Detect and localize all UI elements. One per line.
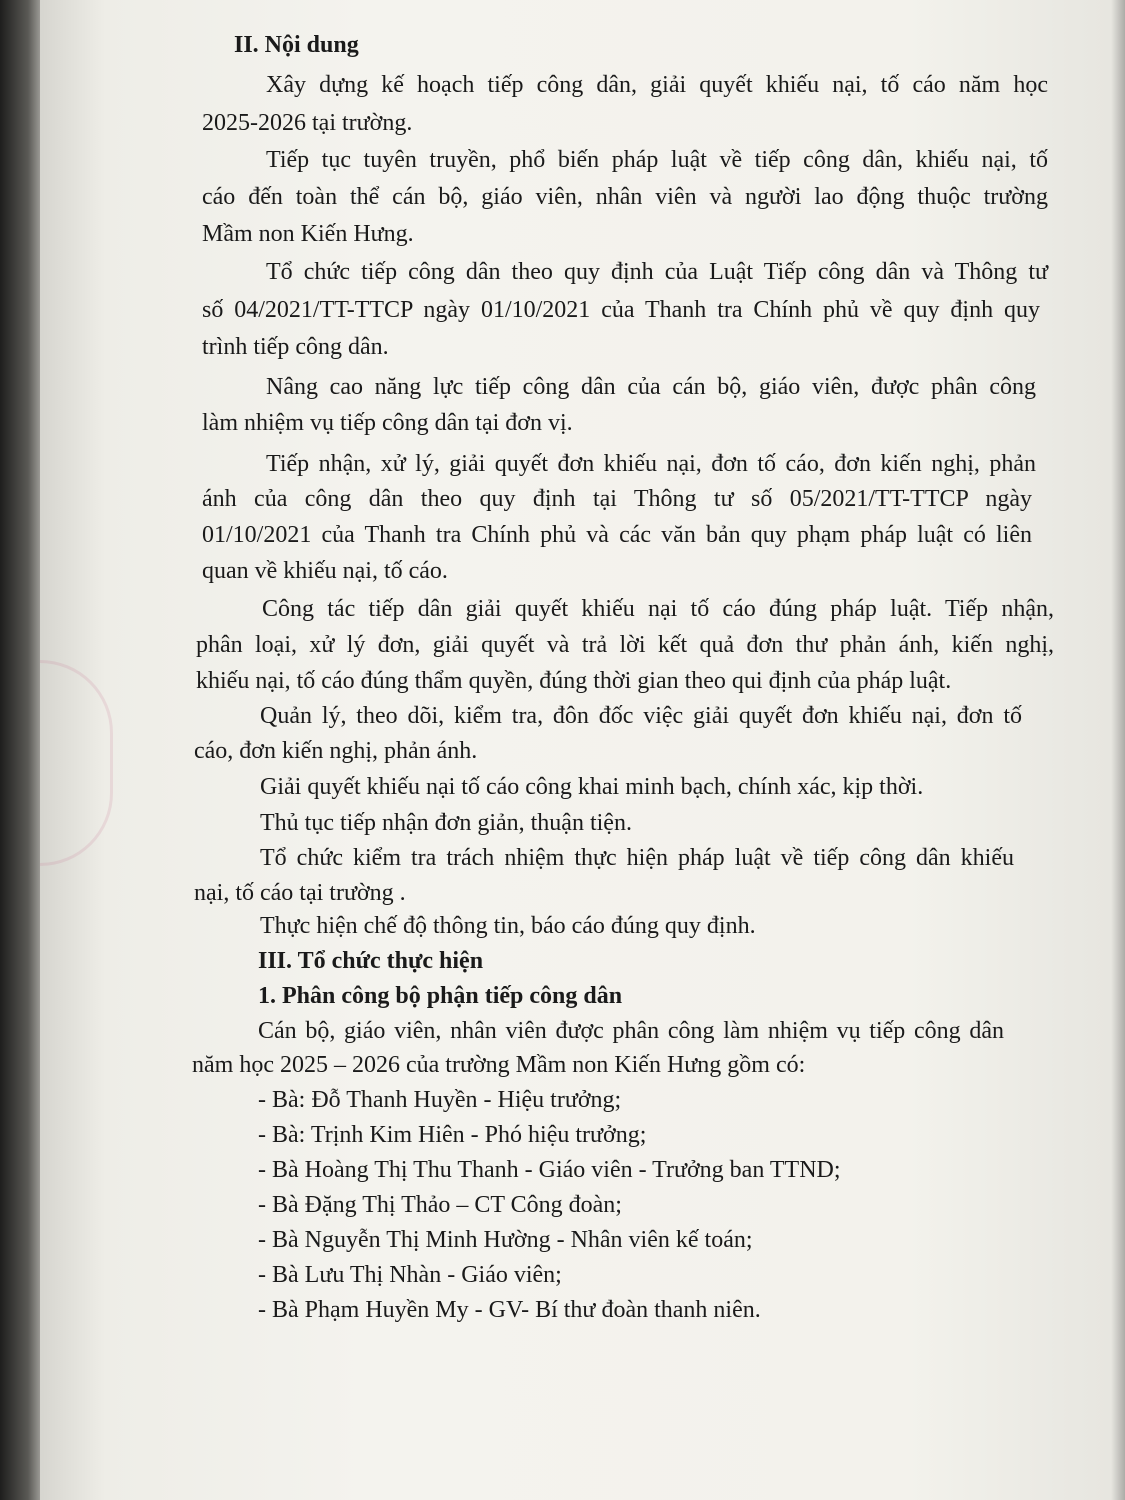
member-item: - Bà Nguyễn Thị Minh Hường - Nhân viên kế toán; bbox=[258, 1227, 753, 1253]
paragraph-line: 2025-2026 tại trường. bbox=[202, 110, 413, 136]
paragraph-line: Tổ chức kiểm tra trách nhiệm thực hiện pháp luật về tiếp công dân khiếu bbox=[260, 845, 1014, 871]
paragraph-line: Tiếp tục tuyên truyền, phổ biến pháp luật về tiếp công dân, khiếu nại, tố bbox=[266, 147, 1048, 173]
heading-phan-cong: 1. Phân công bộ phận tiếp công dân bbox=[258, 983, 623, 1009]
paragraph-line: Giải quyết khiếu nại tố cáo công khai minh bạch, chính xác, kịp thời. bbox=[260, 774, 924, 800]
paragraph-line: Tiếp nhận, xử lý, giải quyết đơn khiếu nại, đơn tố cáo, đơn kiến nghị, phản bbox=[266, 451, 1036, 477]
paragraph-line: cáo, đơn kiến nghị, phản ánh. bbox=[194, 738, 478, 764]
paragraph-line: Cán bộ, giáo viên, nhân viên được phân công làm nhiệm vụ tiếp công dân bbox=[258, 1018, 1004, 1044]
member-item: - Bà: Trịnh Kim Hiên - Phó hiệu trưởng; bbox=[258, 1122, 647, 1148]
paragraph-line: Thực hiện chế độ thông tin, báo cáo đúng quy định. bbox=[260, 913, 756, 939]
paragraph-line: Xây dựng kế hoạch tiếp công dân, giải quyết khiếu nại, tố cáo năm học bbox=[266, 72, 1048, 98]
paragraph-line: số 04/2021/TT-TTCP ngày 01/10/2021 của Thanh tra Chính phủ về quy định quy bbox=[202, 297, 1040, 323]
paragraph-line: Nâng cao năng lực tiếp công dân của cán bộ, giáo viên, được phân công bbox=[266, 374, 1036, 400]
paragraph-line: Thủ tục tiếp nhận đơn giản, thuận tiện. bbox=[260, 810, 632, 836]
paragraph-line: Quản lý, theo dõi, kiểm tra, đôn đốc việc giải quyết đơn khiếu nại, đơn tố bbox=[260, 703, 1022, 729]
page-edge-shadow bbox=[0, 0, 40, 1500]
paragraph-line: Công tác tiếp dân giải quyết khiếu nại tố cáo đúng pháp luật. Tiếp nhận, bbox=[262, 596, 1054, 622]
paragraph-line: trình tiếp công dân. bbox=[202, 334, 389, 360]
document-body bbox=[40, 0, 1125, 1500]
heading-to-chuc-thuc-hien: III. Tổ chức thực hiện bbox=[258, 948, 484, 974]
member-item: - Bà Hoàng Thị Thu Thanh - Giáo viên - Trưởng ban TTND; bbox=[258, 1157, 841, 1183]
document-page bbox=[40, 0, 1125, 1500]
member-item: - Bà Phạm Huyền My - GV- Bí thư đoàn thanh niên. bbox=[258, 1297, 761, 1323]
member-item: - Bà: Đỗ Thanh Huyền - Hiệu trưởng; bbox=[258, 1087, 622, 1113]
paragraph-line: làm nhiệm vụ tiếp công dân tại đơn vị. bbox=[202, 410, 573, 436]
paragraph-line: phân loại, xử lý đơn, giải quyết và trả lời kết quả đơn thư phản ánh, kiến nghị, bbox=[196, 632, 1054, 658]
paragraph-line: ánh của công dân theo quy định tại Thông tư số 05/2021/TT-TTCP ngày bbox=[202, 486, 1032, 512]
paragraph-line: năm học 2025 – 2026 của trường Mầm non Kiến Hưng gồm có: bbox=[192, 1052, 806, 1078]
paragraph-line: nại, tố cáo tại trường . bbox=[194, 880, 406, 906]
member-item: - Bà Đặng Thị Thảo – CT Công đoàn; bbox=[258, 1192, 622, 1218]
heading-noi-dung: II. Nội dung bbox=[234, 32, 359, 58]
paragraph-line: Tổ chức tiếp công dân theo quy định của Luật Tiếp công dân và Thông tư bbox=[266, 259, 1048, 285]
paragraph-line: khiếu nại, tố cáo đúng thẩm quyền, đúng thời gian theo qui định của pháp luật. bbox=[196, 668, 952, 694]
paragraph-line: cáo đến toàn thể cán bộ, giáo viên, nhân viên và người lao động thuộc trường bbox=[202, 184, 1048, 210]
paragraph-line: 01/10/2021 của Thanh tra Chính phủ và các văn bản quy phạm pháp luật có liên bbox=[202, 522, 1032, 548]
paragraph-line: Mầm non Kiến Hưng. bbox=[202, 221, 414, 247]
paragraph-line: quan về khiếu nại, tố cáo. bbox=[202, 558, 448, 584]
member-item: - Bà Lưu Thị Nhàn - Giáo viên; bbox=[258, 1262, 562, 1288]
